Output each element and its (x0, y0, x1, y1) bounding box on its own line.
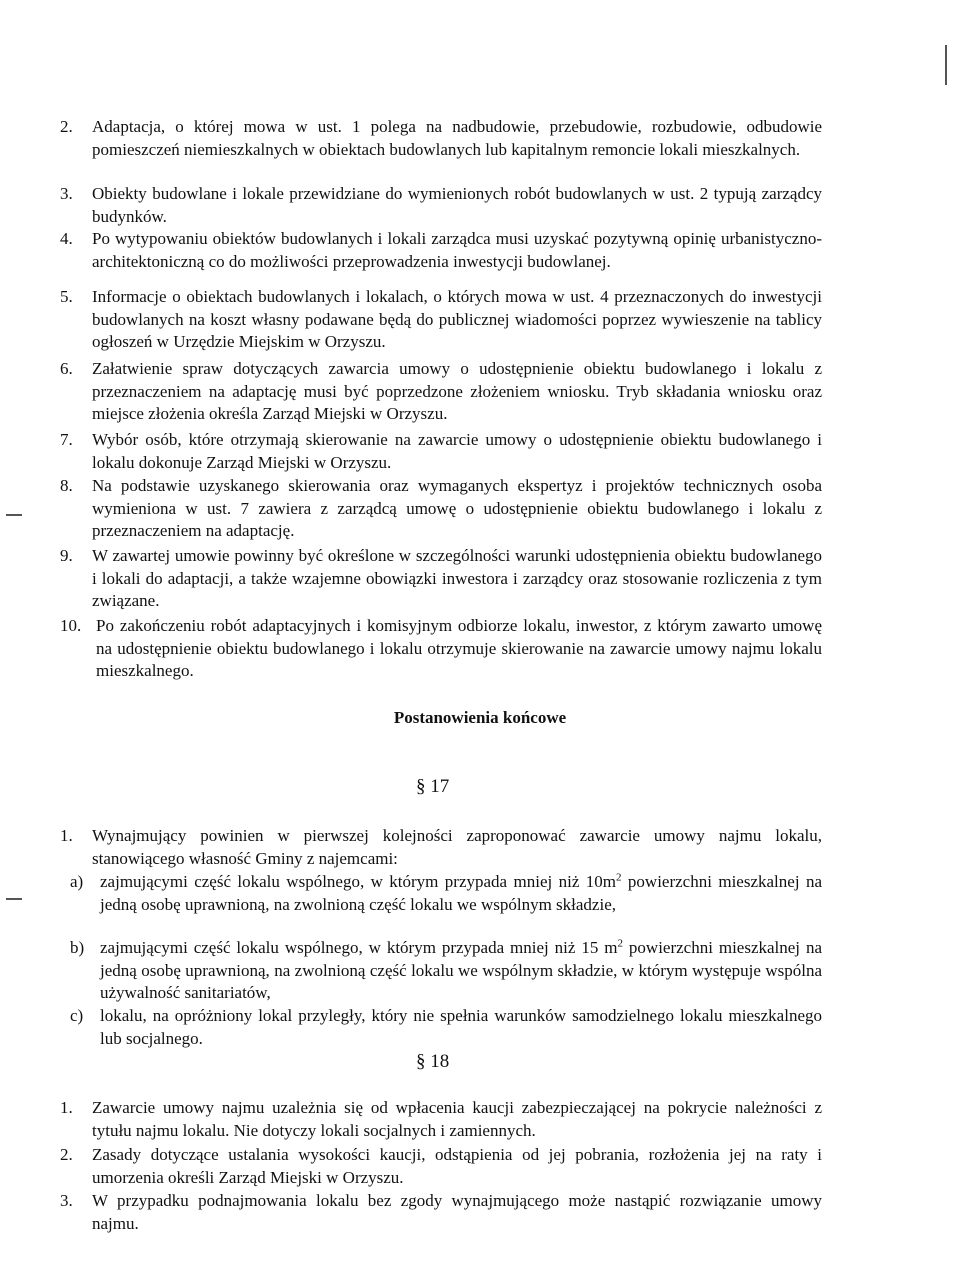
paragraph-18-item-1 (60, 1097, 822, 1142)
item-number: 10. (60, 616, 82, 635)
item-text: Po zakończeniu robót adaptacyjnych i komisyjnym odbiorze lokalu, inwestor, z którym zawarto umowę na udostępnienie obiektu budowlanego i lokalu otrzymuje skierowanie na zawarcie umowy najmu lokalu mieszkalnego. (96, 616, 822, 680)
subitem-text: lokalu, na opróżniony lokal przyległy, który nie spełnia warunków samodzielnego lokalu mieszkalnego lub socjalnego. (100, 1006, 822, 1048)
paragraph-17-item-1 (60, 825, 822, 870)
item-text: Załatwienie spraw dotyczących zawarcia umowy o udostępnienie obiektu budowlanego i lokalu z przeznaczeniem na adaptację musi być poprzedzone złożeniem wniosku. Tryb składania wniosku oraz miejsce złożenia określa Zarząd Miejski w Orzyszu. (92, 359, 822, 423)
subitem-c (70, 1005, 822, 1050)
item-number: 6. (60, 359, 73, 378)
item-number: 4. (60, 229, 73, 248)
paragraph-item-3 (60, 183, 822, 228)
item-number: 7. (60, 430, 73, 449)
margin-dash-mark (6, 898, 22, 900)
paragraph-item-7 (60, 429, 822, 474)
item-number: 8. (60, 476, 73, 495)
subitem-text: zajmującymi część lokalu wspólnego, w którym przypada mniej niż $10m^2$ powierzchni mieszkalnej na jedną osobę uprawnioną, na zwolnioną część lokalu we wspólnym składzie, (100, 871, 822, 914)
paragraph-18-item-3 (60, 1190, 822, 1235)
item-number: 1. (60, 826, 73, 845)
paragraph-item-2 (60, 116, 822, 161)
item-text: Po wytypowaniu obiektów budowlanych i lokali zarządca musi uzyskać pozytywną opinię urbanistyczno-architektoniczną co do możliwości przeprowadzenia inwestycji budowlanej. (92, 229, 822, 271)
item-text: Adaptacja, o której mowa w ust. 1 polega na nadbudowie, przebudowie, rozbudowie, odbudowie pomieszczeń niemieszkalnych w obiektach budowlanych lub kapitalnym remoncie lokali mieszkalnych. (92, 117, 822, 159)
item-text: Zasady dotyczące ustalania wysokości kaucji, odstąpienia od jej pobrania, rozłożenia jej na raty i umorzenia określi Zarząd Miejski w Orzyszu. (92, 1145, 822, 1187)
margin-edge-mark (945, 45, 947, 85)
item-text: Obiekty budowlane i lokale przewidziane do wymienionych robót budowlanych w ust. 2 typują zarządcy budynków. (92, 184, 822, 226)
item-number: 1. (60, 1098, 73, 1117)
item-text: Informacje o obiektach budowlanych i lokalach, o których mowa w ust. 4 przeznaczonych do inwestycji budowlanych na koszt własny podawane będą do publicznej wiadomości poprzez wywieszenie na tablicy ogłoszeń w Urzędzie Miejskim w Orzyszu. (92, 287, 822, 351)
item-text: Zawarcie umowy najmu uzależnia się od wpłacenia kaucji zabezpieczającej na pokrycie należności z tytułu najmu lokalu. Nie dotyczy lokali socjalnych i zamiennych. (92, 1098, 822, 1140)
subitem-text: zajmującymi część lokalu wspólnego, w którym przypada mniej niż 15 $m^2$ powierzchni mieszkalnej na jedną osobę uprawnioną, na zwolnioną część lokalu we wspólnym składzie, w którym występuje wspólna używalność sanitariatów, (100, 937, 822, 1002)
subitem-letter: a) (70, 872, 84, 891)
margin-dash-mark (6, 514, 22, 516)
subitem-letter: b) (70, 938, 85, 957)
item-text: W przypadku podnajmowania lokalu bez zgody wynajmującego może nastąpić rozwiązanie umowy najmu. (92, 1191, 822, 1233)
section-sign-17: § 17 (416, 776, 450, 797)
section-heading: Postanowienia końcowe (393, 708, 567, 727)
paragraph-item-8 (60, 475, 822, 543)
subitem-letter: c) (70, 1006, 84, 1025)
paragraph-item-10 (60, 615, 822, 683)
paragraph-item-9 (60, 545, 822, 613)
item-text: Wybór osób, które otrzymają skierowanie na zawarcie umowy o udostępnienie obiektu budowlanego i lokalu dokonuje Zarząd Miejski w Orzyszu. (92, 430, 822, 472)
item-number: 2. (60, 117, 73, 136)
paragraph-item-5 (60, 286, 822, 354)
item-number: 3. (60, 184, 73, 203)
paragraph-item-6 (60, 358, 822, 426)
item-number: 9. (60, 546, 73, 565)
section-sign-18: § 18 (416, 1051, 450, 1072)
item-number: 2. (60, 1145, 73, 1164)
item-text: Wynajmujący powinien w pierwszej kolejności zaproponować zawarcie umowy najmu lokalu, stanowiącego własność Gminy z najemcami: (92, 826, 822, 868)
item-text: W zawartej umowie powinny być określone w szczególności warunki udostępnienia obiektu budowlanego i lokali do adaptacji, a także wzajemne obowiązki inwestora i zarządcy oraz stosowanie rozliczenia z tym związane. (92, 546, 822, 610)
paragraph-item-4 (60, 228, 822, 273)
subitem-a (70, 871, 822, 916)
item-number: 5. (60, 287, 73, 306)
item-text: Na podstawie uzyskanego skierowania oraz wymaganych ekspertyz i projektów technicznych osoba wymieniona w ust. 7 zawiera z zarządcą umowę o udostępnienie obiektu budowlanego i lokalu z przeznaczeniem na adaptację. (92, 476, 822, 540)
subitem-b (70, 937, 822, 1005)
item-number: 3. (60, 1191, 73, 1210)
paragraph-18-item-2 (60, 1144, 822, 1189)
